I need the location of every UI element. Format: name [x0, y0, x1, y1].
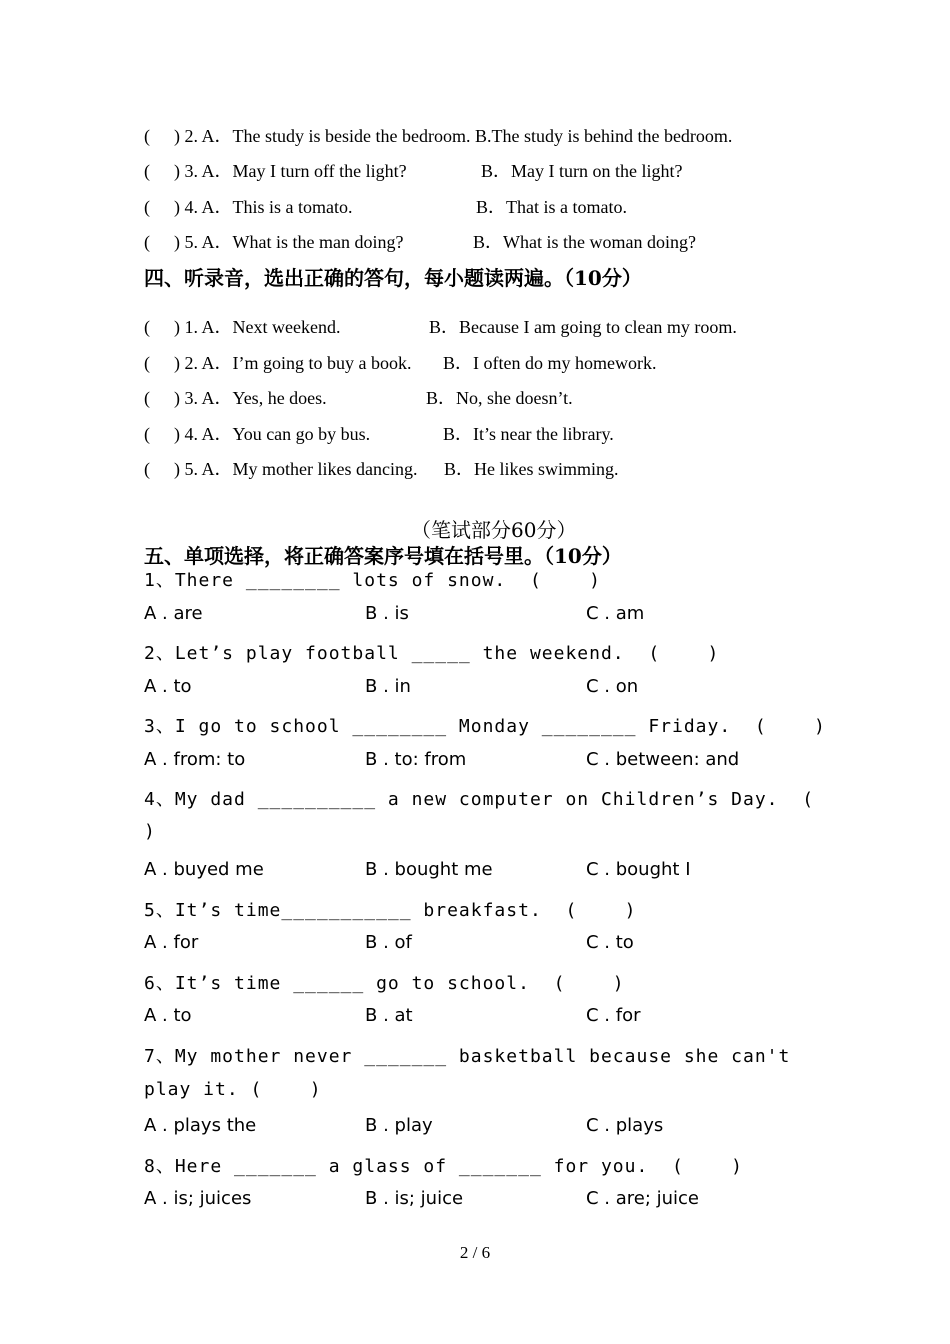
option-c[interactable]: C . plays	[586, 1115, 664, 1136]
listening-item	[144, 157, 407, 183]
option-a: Yes, he does.	[232, 388, 327, 408]
answer-paren[interactable]: (	[144, 317, 150, 337]
listening-item	[144, 384, 327, 410]
answer-paren[interactable]: (	[144, 126, 150, 146]
option-b[interactable]: B . of	[365, 932, 412, 953]
question-text: 3、I go to school ________ Monday ________ Friday. ( )	[144, 716, 826, 737]
answer-paren[interactable]: (	[144, 459, 150, 479]
answer-paren[interactable]: (	[144, 232, 150, 252]
option-c[interactable]: C . for	[586, 1005, 641, 1026]
option-a: Next weekend.	[232, 317, 341, 337]
listening-item	[144, 193, 353, 219]
option-a: What is the man doing?	[232, 232, 404, 252]
item-number: ) 5. A．	[174, 459, 233, 479]
listening-item	[144, 420, 370, 446]
option-b[interactable]: B . at	[365, 1005, 413, 1026]
option-c[interactable]: C . on	[586, 676, 639, 697]
option-a: I’m going to buy a book.	[232, 353, 412, 373]
option-c[interactable]: C . to	[586, 932, 634, 953]
item-number: ) 2. A．	[174, 126, 233, 146]
item-number: ) 5. A．	[174, 232, 233, 252]
question-text: 8、Here _______ a glass of _______ for you. ( )	[144, 1156, 744, 1177]
option-a: May I turn off the light?	[232, 161, 407, 181]
option-a[interactable]: A . are	[144, 603, 203, 624]
question-text: 1、There ________ lots of snow. ( )	[144, 570, 601, 591]
option-a: This is a tomato.	[232, 197, 353, 217]
option-b[interactable]: B . is; juice	[365, 1188, 464, 1209]
item-number: ) 2. A．	[174, 353, 233, 373]
option-b: B．That is a tomato.	[476, 197, 627, 217]
option-b[interactable]: B . is	[365, 603, 409, 624]
listening-item	[144, 455, 417, 481]
option-b: B．It’s near the library.	[443, 424, 614, 444]
option-b[interactable]: B . play	[365, 1115, 433, 1136]
item-number: ) 1. A．	[174, 317, 233, 337]
question-text-continued: )	[144, 821, 156, 842]
listening-item	[144, 228, 403, 254]
item-number: ) 3. A．	[174, 161, 233, 181]
option-b: B．Because I am going to clean my room.	[429, 317, 737, 337]
option-a[interactable]: A . to	[144, 1005, 192, 1026]
listening-item	[144, 349, 411, 375]
written-part-label: （笔试部分60分）	[411, 518, 577, 542]
item-number: ) 3. A．	[174, 388, 233, 408]
option-b: B．He likes swimming.	[444, 459, 619, 479]
option-b[interactable]: B . bought me	[365, 859, 493, 880]
section-title: 五、单项选择，将正确答案序号填在括号里。（10分）	[144, 544, 622, 568]
option-a[interactable]: A . buyed me	[144, 859, 264, 880]
question-text: 5、It’s time___________ breakfast. ( )	[144, 900, 637, 921]
answer-paren[interactable]: (	[144, 197, 150, 217]
option-c[interactable]: C . am	[586, 603, 645, 624]
question-text: 4、My dad __________ a new computer on Children’s Day. (	[144, 789, 815, 810]
page-number: 2 / 6	[459, 1243, 491, 1262]
answer-paren[interactable]: (	[144, 161, 150, 181]
question-text: 2、Let’s play football _____ the weekend. ( )	[144, 643, 720, 664]
option-a: You can go by bus.	[232, 424, 371, 444]
listening-item	[144, 122, 732, 148]
question-text-continued: play it. ( )	[144, 1079, 322, 1100]
option-b[interactable]: B . to: from	[365, 749, 467, 770]
option-a[interactable]: A . from: to	[144, 749, 246, 770]
answer-paren[interactable]: (	[144, 388, 150, 408]
option-a[interactable]: A . is; juices	[144, 1188, 252, 1209]
option-a[interactable]: A . for	[144, 932, 199, 953]
option-a: My mother likes dancing.	[232, 459, 418, 479]
option-b: B．I often do my homework.	[443, 353, 657, 373]
question-text: 6、It’s time ______ go to school. ( )	[144, 973, 625, 994]
section-title: 四、听录音，选出正确的答句，每小题读两遍。（10分）	[144, 266, 642, 290]
option-b: B．What is the woman doing?	[473, 232, 696, 252]
question-text: 7、My mother never _______ basketball because she can't	[144, 1046, 791, 1067]
option-b: B．No, she doesn’t.	[426, 388, 573, 408]
listening-item	[144, 313, 340, 339]
item-number: ) 4. A．	[174, 197, 233, 217]
option-a[interactable]: A . to	[144, 676, 192, 697]
option-b[interactable]: B . in	[365, 676, 411, 697]
option-a: The study is beside the bedroom. B.The study is behind the bedroom.	[232, 126, 733, 146]
option-c[interactable]: C . between: and	[586, 749, 740, 770]
answer-paren[interactable]: (	[144, 353, 150, 373]
item-number: ) 4. A．	[174, 424, 233, 444]
option-c[interactable]: C . are; juice	[586, 1188, 700, 1209]
answer-paren[interactable]: (	[144, 424, 150, 444]
option-c[interactable]: C . bought I	[586, 859, 691, 880]
option-a[interactable]: A . plays the	[144, 1115, 257, 1136]
option-b: B．May I turn on the light?	[481, 161, 683, 181]
